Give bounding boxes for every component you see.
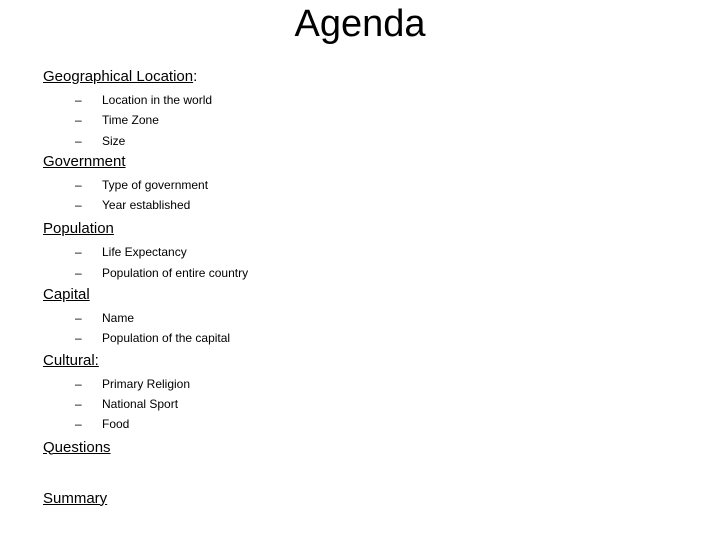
agenda-section-government <box>43 151 703 216</box>
agenda-section-summary <box>43 488 703 510</box>
list-item-text: Time Zone <box>102 113 159 128</box>
section-heading <box>43 66 703 88</box>
list-item <box>43 131 703 151</box>
list-item-text: Population of the capital <box>102 331 231 346</box>
list-item-text: Year established <box>102 198 191 213</box>
sub-list <box>43 372 703 435</box>
dash-bullet: – <box>75 396 82 411</box>
dash-bullet: – <box>75 93 82 107</box>
dash-bullet: – <box>75 133 82 148</box>
agenda-section-cultural <box>43 350 703 435</box>
sub-list <box>43 173 703 216</box>
section-heading-text: Cultural: <box>43 351 99 369</box>
list-item <box>43 394 703 414</box>
list-item <box>43 242 703 262</box>
section-heading <box>43 350 703 372</box>
list-item <box>43 110 703 130</box>
dash-bullet: – <box>75 245 82 260</box>
list-item-text: Food <box>102 417 130 432</box>
list-item <box>43 195 703 215</box>
list-item-text: Population of entire country <box>102 265 249 280</box>
section-heading-text: Geographical Location <box>43 68 194 85</box>
sub-list <box>43 88 703 151</box>
sub-list <box>43 240 703 283</box>
dash-bullet: – <box>75 311 82 326</box>
dash-bullet: – <box>75 177 82 192</box>
list-item-text: Life Expectancy <box>102 245 187 260</box>
dash-bullet: – <box>75 113 82 128</box>
dash-bullet: – <box>75 417 82 432</box>
list-item <box>43 308 703 328</box>
section-heading <box>43 437 703 459</box>
list-item-text: Size <box>102 133 126 148</box>
list-item <box>43 263 703 283</box>
section-heading-text: Questions <box>43 438 111 456</box>
section-heading <box>43 284 703 306</box>
section-heading-suffix: : <box>193 68 198 85</box>
agenda-section-capital <box>43 284 703 349</box>
list-item <box>43 414 703 434</box>
list-item <box>43 90 703 110</box>
list-item <box>43 374 703 394</box>
section-heading-text: Summary <box>43 489 108 507</box>
agenda-section-population <box>43 218 703 283</box>
section-heading <box>43 488 703 510</box>
list-item-text: National Sport <box>102 396 179 411</box>
list-item-text: Location in the world <box>102 93 213 107</box>
sub-list <box>43 306 703 349</box>
dash-bullet: – <box>75 265 82 280</box>
section-heading-text: Capital <box>43 286 90 304</box>
slide-title: Agenda <box>294 3 426 45</box>
section-heading <box>43 218 703 240</box>
agenda-list <box>43 66 703 510</box>
list-item-text: Name <box>102 311 135 326</box>
list-item <box>43 328 703 348</box>
dash-bullet: – <box>75 376 82 391</box>
list-item-text: Primary Religion <box>102 376 191 391</box>
section-heading-text: Government <box>43 152 126 170</box>
section-heading-text: Population <box>43 220 114 238</box>
list-item-text: Type of government <box>102 177 209 192</box>
agenda-section-geographical-location <box>43 66 703 151</box>
section-heading <box>43 151 703 173</box>
dash-bullet: – <box>75 198 82 213</box>
agenda-section-questions <box>43 437 703 459</box>
dash-bullet: – <box>75 331 82 346</box>
list-item <box>43 175 703 195</box>
